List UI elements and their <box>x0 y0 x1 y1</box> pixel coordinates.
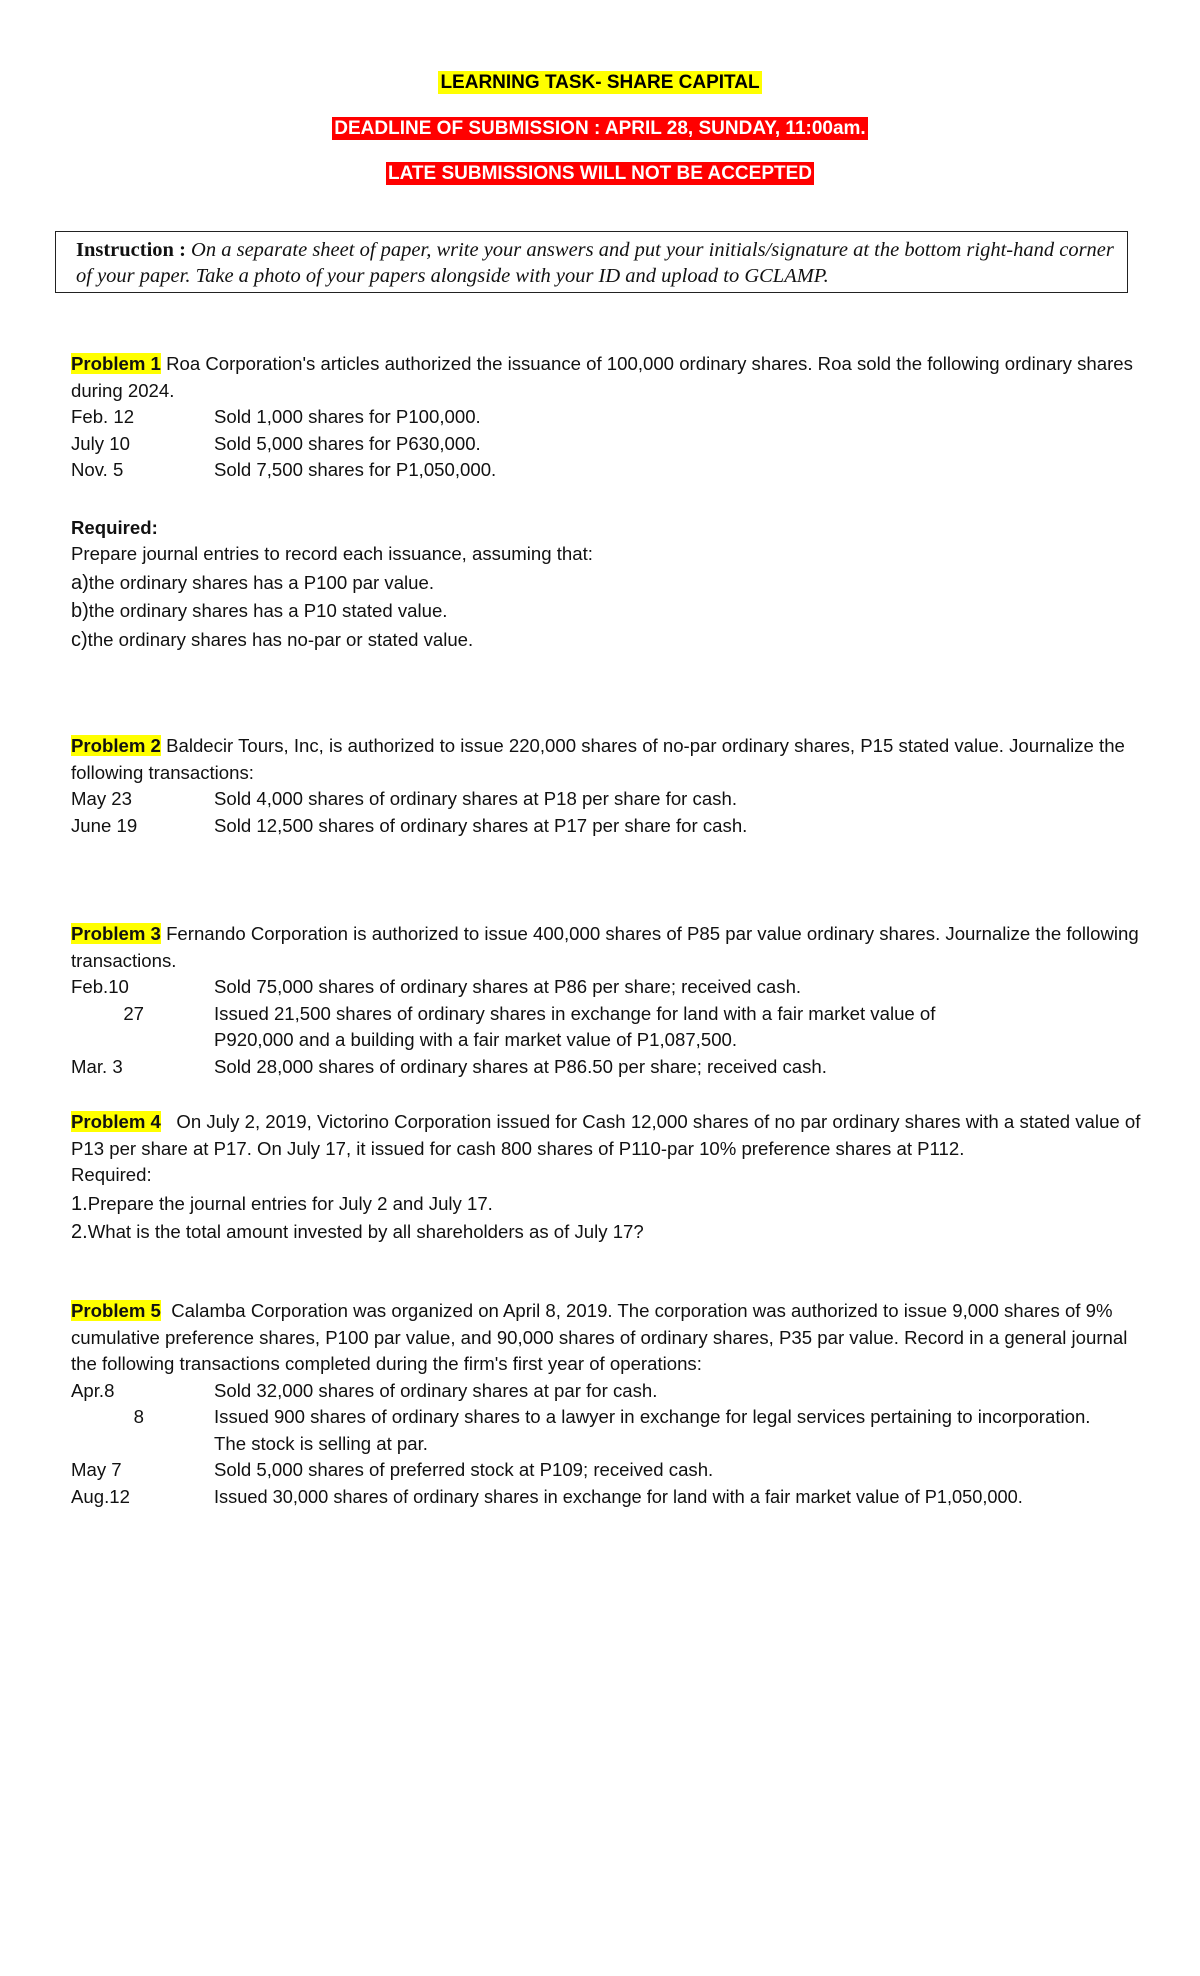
problem-4-intro <box>71 1109 1151 1162</box>
problem-4-item <box>71 1191 1151 1218</box>
transaction-date: May 23 <box>71 788 132 809</box>
late-notice-line <box>0 163 1200 185</box>
problem-5-transaction <box>71 1484 1151 1511</box>
problem-1-label: Problem 1 <box>71 353 161 374</box>
problem-5-transaction <box>71 1457 1151 1484</box>
problem-1-transaction <box>71 431 1151 458</box>
problem-4-text: On July 2, 2019, Victorino Corporation issued for Cash 12,000 shares of no par ordinary shares with a stated value of P13 per share at P17. On July 17, it issued for cash 800 shares of P110-par 10% preference shares at P112. <box>71 1111 1146 1159</box>
problem-5-transaction <box>71 1378 1151 1405</box>
transaction-date: Mar. 3 <box>71 1055 123 1077</box>
item-text: What is the total amount invested by all shareholders as of July 17? <box>87 1221 644 1242</box>
instruction-text: On a separate sheet of paper, write your answers and put your initials/signature at the bottom right-hand corner of your paper. Take a photo of your papers alongside with your ID and upload to GCLAMP. <box>76 239 1114 287</box>
transaction-text: Sold 12,500 shares of ordinary shares at P17 per share for cash. <box>214 814 748 836</box>
item-text: the ordinary shares has a P10 stated value. <box>88 600 448 621</box>
transaction-date: Feb.10 <box>71 976 129 997</box>
transaction-date: Apr.8 <box>71 1379 115 1401</box>
problem-3-transaction <box>71 974 1151 1001</box>
item-text: the ordinary shares has no-par or stated value. <box>87 628 474 650</box>
problem-1-intro <box>71 351 1151 404</box>
transaction-text: Sold 28,000 shares of ordinary shares at P86.50 per share; received cash. <box>214 1055 827 1077</box>
item-text: the ordinary shares has a P100 par value. <box>88 571 435 593</box>
transaction-text: Sold 7,500 shares for P1,050,000. <box>214 459 497 480</box>
item-letter: a) <box>71 571 89 594</box>
problem-2-label: Problem 2 <box>71 735 161 756</box>
transaction-text: Sold 5,000 shares of preferred stock at P109; received cash. <box>214 1459 714 1480</box>
item-number: 2. <box>71 1221 88 1243</box>
task-title <box>0 72 1200 94</box>
transaction-text: Sold 5,000 shares for P630,000. <box>214 432 481 454</box>
transaction-date: 27 <box>123 1002 144 1024</box>
transaction-text: Sold 32,000 shares of ordinary shares at par for cash. <box>214 1379 658 1401</box>
deadline-line <box>0 118 1200 140</box>
problem-1-item <box>71 627 1151 654</box>
item-text: Prepare the journal entries for July 2 and July 17. <box>87 1192 493 1214</box>
transaction-date: Aug.12 <box>71 1485 130 1507</box>
problem-3-text: Fernando Corporation is authorized to issue 400,000 shares of P85 par value ordinary shares. Journalize the following transactions. <box>71 923 1139 971</box>
problem-1-item <box>71 598 1151 625</box>
item-letter: b) <box>71 600 89 622</box>
problem-1-required-intro: Prepare journal entries to record each issuance, assuming that: <box>71 543 593 564</box>
transaction-date: 8 <box>133 1406 144 1427</box>
problem-3-transaction <box>71 1054 1151 1081</box>
problem-2-intro <box>71 733 1151 786</box>
problem-2-transaction <box>71 813 1151 840</box>
transaction-date: Nov. 5 <box>71 459 124 480</box>
problem-3-intro <box>71 921 1151 974</box>
transaction-text: Issued 30,000 shares of ordinary shares in exchange for land with a fair market value of P1,050,000. <box>214 1486 1023 1507</box>
transaction-text: Sold 1,000 shares for P100,000. <box>214 406 481 427</box>
problem-4-item <box>71 1219 1151 1246</box>
transaction-date: June 19 <box>71 814 138 836</box>
instruction-box <box>55 231 1128 293</box>
problem-3-label: Problem 3 <box>71 923 161 944</box>
problem-1-item <box>71 570 1151 597</box>
deadline-text: DEADLINE OF SUBMISSION : APRIL 28, SUNDAY, 11:00am. <box>334 118 866 139</box>
item-letter: c) <box>71 628 88 651</box>
problem-1 <box>71 351 1151 653</box>
transaction-text: Issued 21,500 shares of ordinary shares in exchange for land with a fair market value of P920,000 and a building with a fair market value of P1,087,500. <box>214 1002 936 1050</box>
problem-5-intro <box>71 1298 1151 1378</box>
problem-1-text: Roa Corporation's articles authorized the issuance of 100,000 ordinary shares. Roa sold the following ordinary shares during 2024. <box>71 353 1133 401</box>
problem-3-transaction <box>71 1001 1151 1054</box>
problem-2-transaction <box>71 786 1151 813</box>
problem-4-required-label: Required: <box>71 1164 152 1185</box>
task-title-text: LEARNING TASK- SHARE CAPITAL <box>440 72 760 93</box>
problem-4-label: Problem 4 <box>71 1111 161 1132</box>
item-number: 1. <box>71 1192 88 1215</box>
problem-5-text: Calamba Corporation was organized on April 8, 2019. The corporation was authorized to issue 9,000 shares of 9% cumulative preference shares, P100 par value, and 90,000 shares of ordinary shares, P35 par value. Record in a general journal the following transactions completed during the firm's first year of operations: <box>71 1300 1133 1374</box>
transaction-date: July 10 <box>71 432 130 454</box>
late-notice-text: LATE SUBMISSIONS WILL NOT BE ACCEPTED <box>388 163 812 184</box>
instruction-label: Instruction : <box>76 239 186 261</box>
problem-2-text: Baldecir Tours, Inc, is authorized to issue 220,000 shares of no-par ordinary shares, P15 stated value. Journalize the following transactions: <box>71 735 1125 783</box>
problem-3 <box>71 921 1151 1080</box>
problem-1-transaction <box>71 404 1151 431</box>
problem-4 <box>71 1109 1151 1246</box>
transaction-text: Sold 75,000 shares of ordinary shares at P86 per share; received cash. <box>214 976 802 997</box>
transaction-date: May 7 <box>71 1459 122 1480</box>
problem-5 <box>71 1298 1151 1510</box>
problem-1-transaction <box>71 457 1151 484</box>
transaction-date: Feb. 12 <box>71 406 135 427</box>
problem-5-transaction <box>71 1404 1151 1457</box>
problem-1-required-label: Required: <box>71 516 158 538</box>
problem-2 <box>71 733 1151 839</box>
transaction-text: Issued 900 shares of ordinary shares to a lawyer in exchange for legal services pertaining to incorporation. The stock is selling at par. <box>214 1406 1091 1454</box>
problem-5-label: Problem 5 <box>71 1300 161 1321</box>
transaction-text: Sold 4,000 shares of ordinary shares at P18 per share for cash. <box>214 788 737 809</box>
